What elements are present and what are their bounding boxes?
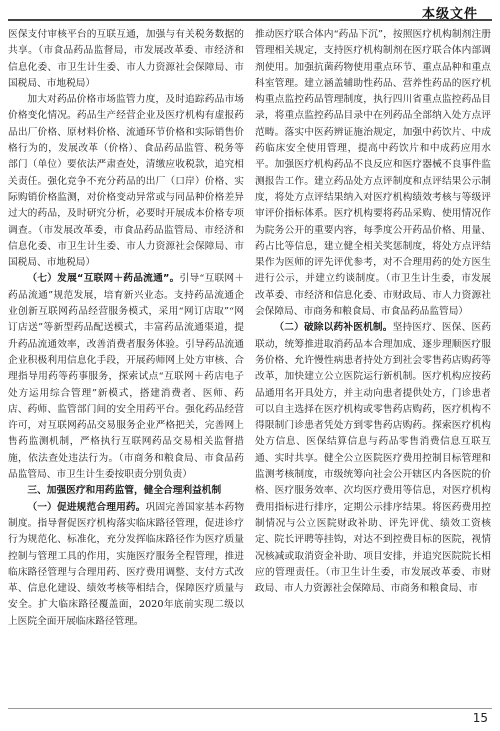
page-number: 15 [472,711,488,725]
header-label: 本级文件 [421,7,478,22]
section-heading-three: 三、加强医疗和用药监管，健全合理利益机制 [27,485,222,497]
subsection-title-two: （二）破除以药补医机制。 [274,322,393,334]
footer-divider [8,708,492,709]
subsection-title-seven: （七）发展“互联网＋药品流通”。 [27,273,180,285]
left-paragraph-internet-drug-circulation [8,271,244,483]
right-paragraph-abolish-drug-subsidy [255,320,491,597]
right-paragraph-drug-sinking: 推动医疗联合体内“药品下沉”，按照医疗机构制剂注册管理相关规定，支持医疗机构制剂在医疗联合体内部调剂使用。加强抗菌药物使用重点环节、重点品种和重点科室管理。建立涵盖辅助性药品、营养性药品的医疗机构重点监控药品管理制度，执行四川省重点监控药品目录，将重点监控药品目录中在列药品全部纳入处方点评范畴。落实中医药辨证施治规定，加强中药饮片、中成药临床安全使用管理，提高中药饮片和中成药应用水平。加强医疗机构药品不良反应和医疗器械不良事件监测报告工作。建立药品处方点评制度和点评结果公示制度，将处方点评结果纳入对医疗机构绩效考核与等级评审评价指标体系。医疗机构要将药品采购、使用情况作为院务公开的重要内容，每季度公开药品价格、用量、药占比等信息，建立健全相关奖惩制度，将处方点评结果作为医师的评先评优参考，对不合理用药的处方医生进行公示，并建立约谈制度。（市卫生计生委，市发展改革委、市经济和信息化委、市财政局、市人力资源社会保障局、市商务和粮食局、市食品药品监管局） [255,29,491,318]
subsection-body-two: 坚持医疗、医保、医药联动，统筹推进取消药品本合理加成、逐步理顺医疗服务价格、允许慢性病患者持处方到社会零售药店购药等改革，加快建立公立医院运行新机制。医疗机构应按药品通用名开具处方，并主动向患者提供处方，门诊患者可以自主选择在医疗机构或零售药店购药，医疗机构不得限制门诊患者凭处方到零售药店购药。探索医疗机构处方信息、医保结算信息与药品零售消费信息互联互通、实时共享。健全公立医院医疗费用控制目标管理和监测考核制度，市级统筹向社会公开辖区内各医院的价格、医疗服务效率、次均医疗费用等信息，对医疗机构费用指标进行排序，定期公示排序结果。将医药费用控制情况与公立医院财政补助、评先评优、绩效工资核定、院长评聘等挂钩，对达不到控费目标的医院，视情况核减或取消资金补助、项目安排，并追究医院院长相应的管理责任。（市卫生计生委，市发展改革委、市财政局、市人力资源社会保障局、市商务和粮食局、市 [255,322,492,595]
left-column [8,27,244,630]
subsection-body-one: 巩固完善国家基本药物制度。指导督促医疗机构落实临床路径管理，促进诊疗行为规范化、标准化，充分发挥临床路径作为医疗质量控制与管理工具的作用，实施医疗服务全程管理，推进临床路径管理与合理用药、医疗费用调整、支付方式改革、信息化建设、绩效考核等相结合，保障医疗质量与安全。扩大临床路径覆盖面，2020年底前实现二级以上医院全面开展临床路径管理。 [8,501,245,627]
left-paragraph-continued: 医保支付审核平台的互联互通，加强与有关税务数据的共享。（市食品药品监督局，市发展改革委、市经济和信息化委、市卫生计生委、市人力资源社会保障局、市国税局、市地税局） [8,29,244,89]
header-divider [8,19,492,21]
left-paragraph-price-supervision: 加大对药品价格市场监管力度，及时追踪药品市场价格变化情况。药品生产经营企业及医疗机构有虚报药品出厂价格、原材料价格、流通环节价格和实际销售价格行为的，发展改革（价格）、食品药品监管、税务等部门（单位）要依法严肃查处，清缴应收税款，追究相关责任。强化竞争不充分药品的出厂（口岸）价格、实际购销价格监测，对价格变动异常或与同品种价格差异过大的药品，及时研究分析，必要时开展成本价格专项调查。（市发展改革委，市食品药品监管局、市经济和信息化委、市卫生计生委、市人力资源社会保障局、市国税局、市地税局） [8,94,244,269]
right-column [255,27,491,597]
page-header [0,0,500,22]
left-paragraph-rational-drug-use [8,500,244,630]
subsection-body-seven: 引导“互联网＋药品流通”规范发展，培育新兴业态。支持药品流通企业创新互联网药品经营服务模式，采用“网订店取”“网订店送”等新型药品配送模式，丰富药品流通渠道，提升药品流通效率，改善消费者服务体验。引导药品流通企业积极利用信息化手段，开展药师网上处方审核、合理指导用药等药事服务，探索试点“互联网＋药店电子处方运用综合管理”新模式，搭建消费者、医师、药店、药师、监管部门间的安全用药平台。强化药品经营许可，对互联网药品交易服务企业严格把关，完善网上售药监测机制，严格执行互联网药品交易相关监督措施，依法查处违法行为。（市商务和粮食局、市食品药品监管局、市卫生计生委按职责分别负责） [8,273,245,481]
subsection-title-one: （一）促进规范合理用药。 [27,501,146,513]
